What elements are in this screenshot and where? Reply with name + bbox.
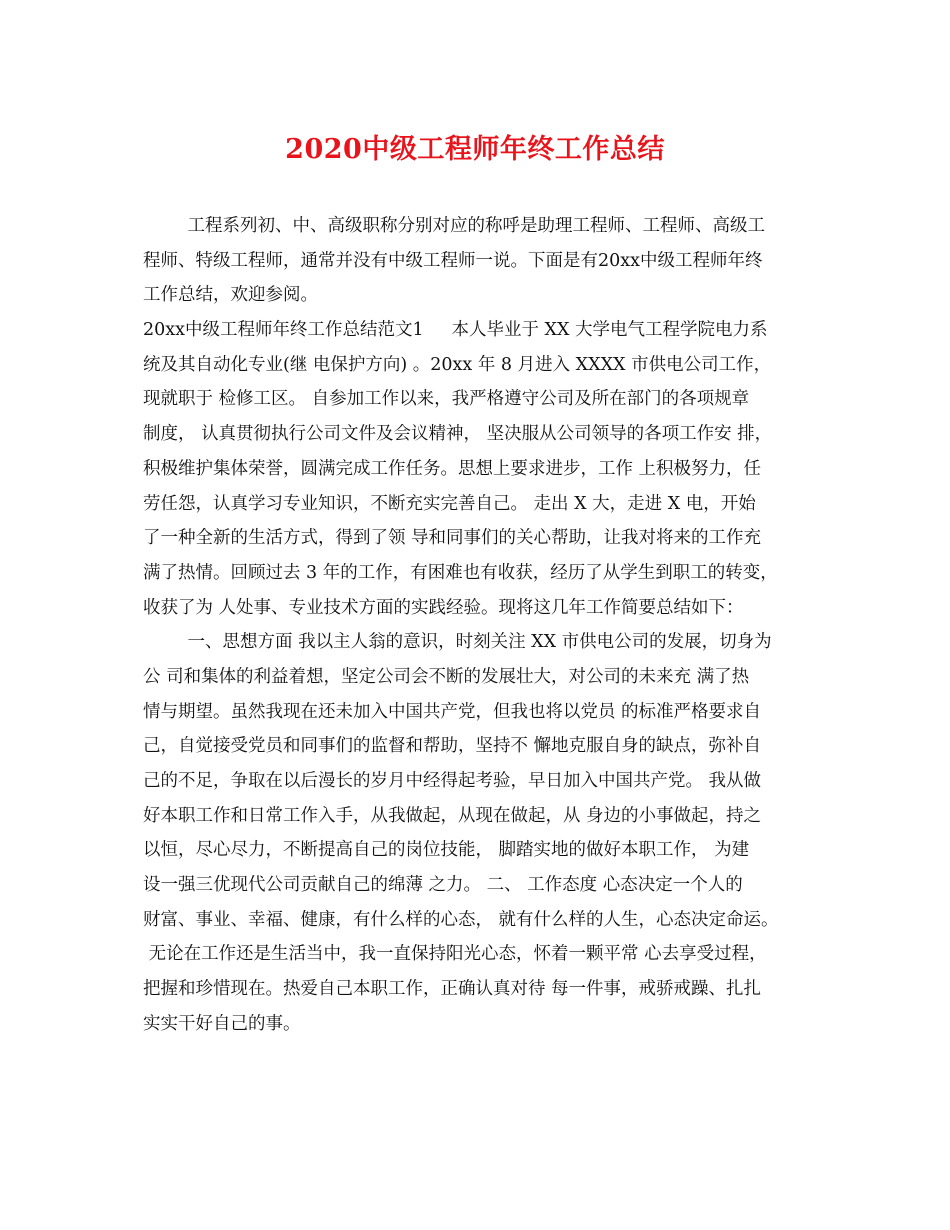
- body-line: 实实干好自己的事。: [143, 1013, 301, 1034]
- body-line: 20xx中级工程师年终工作总结范文1 本人毕业于 XX 大学电气工程学院电力系: [143, 320, 768, 341]
- body-line: 现就职于 检修工区。 自参加工作以来，我严格遵守公司及所在部门的各项规章: [143, 389, 750, 410]
- body-line: 设一强三优现代公司贡献自己的绵薄 之力。 二、 工作态度 心态决定一个人的: [143, 875, 743, 896]
- body-line: 财富、事业、幸福、健康，有什么样的心态， 就有什么样的人生，心态决定命运。: [143, 909, 779, 930]
- body-line: 统及其自动化专业(继 电保护方向) 。20xx 年 8 月进入 XXXX 市供电公司工作，: [143, 354, 772, 375]
- body-line: 己，自觉接受党员和同事们的监督和帮助，坚持不 懈地克服自身的缺点，弥补自: [143, 736, 762, 757]
- body-line: 己的不足，争取在以后漫长的岁月中经得起考验，早日加入中国共产党。 我从做: [143, 771, 762, 791]
- body-line: 一、思想方面 我以主人翁的意识，时刻关注 XX 市供电公司的发展，切身为: [143, 632, 772, 653]
- body-line: 制度， 认真贯彻执行公司文件及会议精神， 坚决服从公司领导的各项工作安 排，: [143, 424, 773, 445]
- body-line: 把握和珍惜现在。热爱自己本职工作，正确认真对待 每一件事，戒骄戒躁、扎扎: [143, 979, 762, 1000]
- body-line: 工程系列初、中、高级职称分别对应的称呼是助理工程师、工程师、高级工: [143, 216, 765, 236]
- body-line: 收获了为 人处事、专业技术方面的实践经验。现将这几年工作简要总结如下：: [143, 597, 744, 618]
- body-line: 了一种全新的生活方式，得到了领 导和同事们的关心帮助，让我对将来的工作充: [143, 528, 762, 549]
- body-line: 情与期望。虽然我现在还未加入中国共产党，但我也将以党员 的标准严格要求自: [143, 701, 762, 722]
- body-line: 好本职工作和日常工作入手，从我做起，从现在做起，从 身边的小事做起，持之: [143, 805, 762, 826]
- body-line: 积极维护集体荣誉，圆满完成工作任务。思想上要求进步，工作 上积极努力，任: [143, 458, 762, 479]
- body-line: 满了热情。回顾过去 3 年的工作，有困难也有收获，经历了从学生到职工的转变，: [143, 562, 778, 583]
- body-line: 程师、特级工程师，通常并没有中级工程师一说。下面是有20xx中级工程师年终: [143, 250, 763, 271]
- document-body: [143, 209, 823, 1042]
- body-line: 劳任怨，认真学习专业知识，不断充实完善自己。 走出 X 大，走进 X 电，开始: [143, 493, 756, 514]
- document-title: 2020中级工程师年终工作总结: [285, 134, 665, 165]
- body-line: 公 司和集体的利益着想，坚定公司会不断的发展壮大，对公司的未来充 满了热: [143, 666, 750, 687]
- body-line: 以恒，尽心尽力，不断提高自己的岗位技能， 脚踏实地的做好本职工作， 为建: [143, 840, 750, 861]
- body-line: 工作总结，欢迎参阅。: [143, 285, 318, 306]
- body-line: 无论在工作还是生活当中，我一直保持阳光心态，怀着一颗平常 心去享受过程，: [143, 944, 767, 965]
